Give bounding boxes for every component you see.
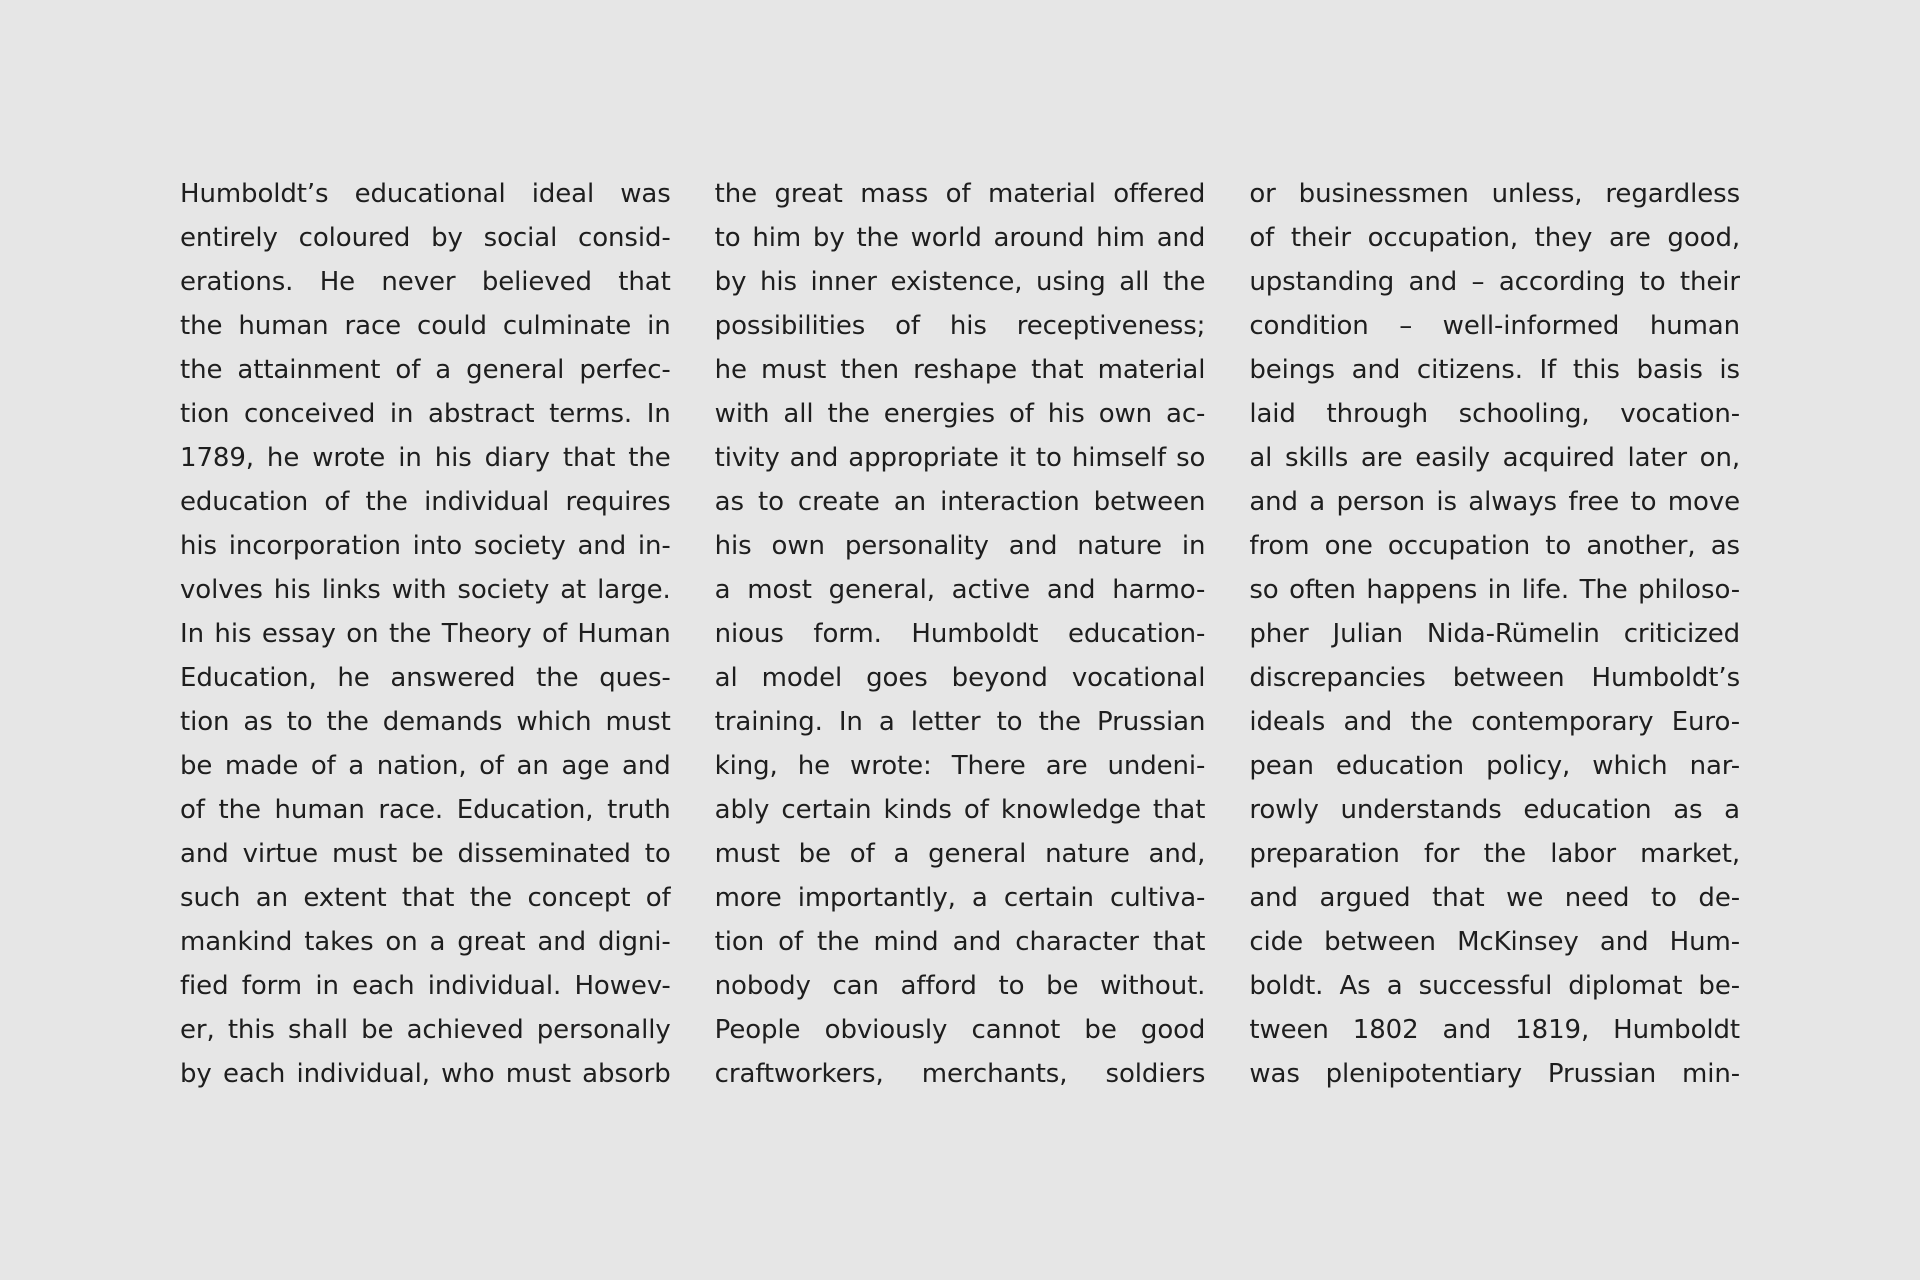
text-line: erations. He never believed that (180, 267, 671, 297)
text-line: a most general, active and harmo- (714, 575, 1206, 605)
text-line: upstanding and – according to their (1249, 267, 1741, 297)
text-line: was plenipotentiary Prussian min- (1249, 1059, 1741, 1089)
article-page (180, 172, 1740, 1092)
text-line: to him by the world around him and (714, 223, 1206, 253)
text-line: the great mass of material offered (714, 179, 1206, 209)
text-line: beings and citizens. If this basis is (1249, 355, 1741, 385)
text-line: and a person is always free to move (1249, 487, 1741, 517)
text-line: more importantly, a certain cultiva- (714, 883, 1206, 913)
text-line: the human race could culminate in (180, 311, 671, 341)
text-line: 1789, he wrote in his diary that the (180, 443, 671, 473)
text-line: fied form in each individual. Howev- (180, 971, 671, 1001)
text-line: People obviously cannot be good (714, 1015, 1206, 1045)
text-line: so often happens in life. The philoso- (1249, 575, 1741, 605)
text-line: possibilities of his receptiveness; (714, 311, 1206, 341)
text-line: craftworkers, merchants, soldiers (714, 1059, 1206, 1089)
text-line: boldt. As a successful diplomat be- (1249, 971, 1741, 1001)
text-line: volves his links with society at large. (180, 575, 671, 605)
text-line: Education, he answered the ques- (180, 663, 671, 693)
text-line: of the human race. Education, truth (180, 795, 671, 825)
text-line: cide between McKinsey and Hum- (1249, 927, 1741, 957)
text-column-3 (1249, 172, 1740, 1092)
text-line: education of the individual requires (180, 487, 671, 517)
text-line: entirely coloured by social consid- (180, 223, 671, 253)
text-line: and argued that we need to de- (1249, 883, 1741, 913)
text-line: tivity and appropriate it to himself so (714, 443, 1206, 473)
text-line: al skills are easily acquired later on, (1249, 443, 1741, 473)
text-line: training. In a letter to the Prussian (714, 707, 1206, 737)
text-line: laid through schooling, vocation- (1249, 399, 1741, 429)
text-line: tween 1802 and 1819, Humboldt (1249, 1015, 1741, 1045)
text-line: or businessmen unless, regardless (1249, 179, 1741, 209)
text-line: must be of a general nature and, (714, 839, 1206, 869)
text-line: Humboldt’s educational ideal was (180, 179, 671, 209)
text-line: er, this shall be achieved personally (180, 1015, 671, 1045)
text-line: the attainment of a general perfec- (180, 355, 671, 385)
text-line: nobody can afford to be without. (714, 971, 1206, 1001)
text-line: as to create an interaction between (714, 487, 1206, 517)
text-column-2 (715, 172, 1206, 1092)
text-line: preparation for the labor market, (1249, 839, 1741, 869)
text-line: al model goes beyond vocational (714, 663, 1206, 693)
text-line: In his essay on the Theory of Human (180, 619, 671, 649)
text-line: ideals and the contemporary Euro- (1249, 707, 1741, 737)
text-line: pean education policy, which nar- (1249, 751, 1741, 781)
text-line: with all the energies of his own ac- (714, 399, 1206, 429)
text-line: mankind takes on a great and digni- (180, 927, 671, 957)
text-line: of their occupation, they are good, (1249, 223, 1741, 253)
text-line: pher Julian Nida-Rümelin criticized (1249, 619, 1741, 649)
text-line: rowly understands education as a (1249, 795, 1741, 825)
text-line: his incorporation into society and in- (180, 531, 671, 561)
text-line: tion as to the demands which must (180, 707, 671, 737)
text-line: condition – well-informed human (1249, 311, 1741, 341)
text-line: his own personality and nature in (714, 531, 1206, 561)
text-line: be made of a nation, of an age and (180, 751, 671, 781)
text-line: from one occupation to another, as (1249, 531, 1741, 561)
text-line: tion conceived in abstract terms. In (180, 399, 671, 429)
text-line: by each individual, who must absorb (180, 1059, 671, 1089)
text-line: discrepancies between Humboldt’s (1249, 663, 1741, 693)
text-line: by his inner existence, using all the (714, 267, 1206, 297)
text-line: nious form. Humboldt education- (714, 619, 1206, 649)
text-line: ably certain kinds of knowledge that (714, 795, 1206, 825)
text-column-1 (180, 172, 671, 1092)
text-line: and virtue must be disseminated to (180, 839, 671, 869)
text-line: king, he wrote: There are undeni- (714, 751, 1206, 781)
text-line: tion of the mind and character that (714, 927, 1206, 957)
text-line: such an extent that the concept of (180, 883, 671, 913)
text-line: he must then reshape that material (714, 355, 1206, 385)
